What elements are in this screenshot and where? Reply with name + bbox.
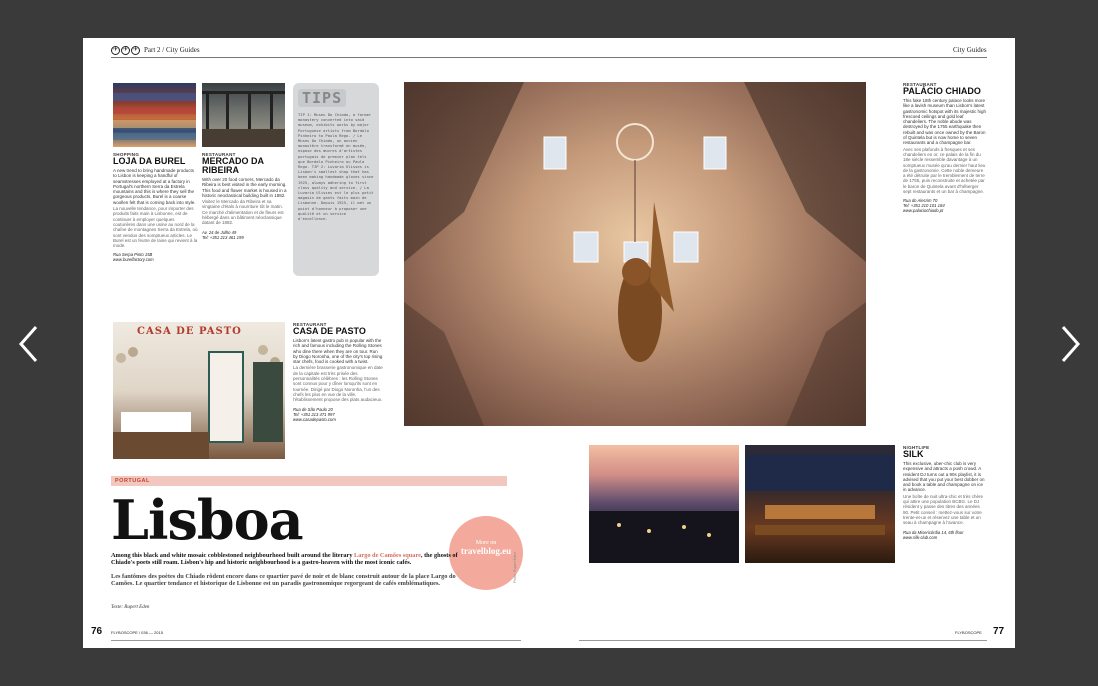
silk-title: SILK	[903, 449, 924, 459]
mercado-article	[202, 152, 287, 240]
right-page	[549, 38, 1015, 648]
header-rule-right	[549, 57, 987, 58]
casa-address: Rua de São Paulo 20 Tel: +351 213 471 997 www.casadepasto.com	[293, 406, 336, 422]
intro-en	[111, 552, 461, 566]
loja-photo	[113, 83, 196, 147]
chevron-right-icon	[1059, 325, 1081, 363]
tips-box	[293, 83, 379, 276]
page-header-right: City Guides	[953, 46, 987, 54]
palacio-category: RESTAURANT	[903, 82, 937, 87]
loja-category: SHOPPING	[113, 152, 140, 157]
casa-category: RESTAURANT	[293, 322, 327, 327]
photo-credit: Photo: Rupert Eden	[513, 552, 517, 583]
casa-photo	[113, 322, 285, 459]
casa-article	[293, 322, 383, 422]
mercado-title: MERCADO DA RIBEIRA	[202, 156, 264, 175]
footer-rule-right	[579, 640, 987, 641]
casa-title: CASA DE PASTO	[293, 326, 366, 336]
loja-body-fr: La nouvelle tendance, pour importer des produits faits main à Lisbonne, est de continuer à employer quelques couturières dans une usine au nord de la chaîne de montagnes Serra da Estrela, où sont vendus des somptueux articles. Le Burel est un feutre de laine qui revient à la mode.	[113, 206, 198, 249]
casa-body: Lisbon's latest gastro pub is popular with the rich and famous including the Rolling Stones who dine there when they are on tour. Run by Diogo Noronha, one of the city's top rising star chefs, food is cooked with a twist.	[293, 338, 383, 365]
loja-body: A new trend to bring handmade products to Lisbon is keeping a handful of seamstresses employed at a factory in Portugal's northern Serra da Estrela mountains and this is where they sell the gorgeous products. Burel is a coarse woollen felt that is coming back into style.	[113, 168, 196, 205]
page-number-left: 76	[91, 626, 103, 637]
header-text: Part 2 / City Guides	[144, 46, 200, 55]
casa-body-fr: La dernière brasserie gastronomique en date de la capitale est très prisée des personnalités célèbres : les Rolling Stones sont connus pour y dîner lorsqu'ils sont en tournée. Dirigé par Diogo Noronha, l'un des chefs les plus en vue de la ville, l'établissement propose des plats audacieux.	[293, 365, 383, 403]
palacio-body-fr: Avec ses plafonds à fresques et ses chandeliers en or, ce palais de la fin du 18e siècle ressemble davantage à un somptueux musée qu'au dernier haut lieu de la gastronomie. Cette noble demeure a été détruite par le tremblement de terre de 1755, puis reconstruite et achetée par le baron de Quintela avant d'héberger sept restaurants et un bar à champagne.	[903, 146, 986, 195]
palacio-title: PALÁCIO CHIADO	[903, 86, 981, 96]
palacio-address: Rua do Alecrim 70 Tel: +351 210 101 184 www.palaciochiado.pt	[903, 198, 945, 214]
footer-rule	[111, 640, 521, 641]
header-rule	[111, 57, 549, 58]
country-bar: PORTUGAL	[111, 476, 507, 486]
page-header	[111, 46, 200, 55]
chevron-left-icon	[18, 325, 40, 363]
text-credit: Texte: Rupert Eden	[111, 605, 150, 610]
mercado-category: RESTAURANT	[202, 152, 236, 157]
palacio-body: This fake 18th century palace looks more like a lavish museum than Lisbon's latest gastronomic hotspot with its majestic high frescoed ceilings and gold leaf chandeliers. The noble abode was destroyed by the 1755 earthquake then rebuilt and was once owned by the Baron of Quintela but is now home to seven restaurants and a champagne bar.	[903, 98, 987, 146]
intro-part-a: Among this black and white mosaic cobblestoned neighbourhood built around the literary	[111, 552, 355, 559]
city-title: Lisboa	[111, 488, 303, 552]
folio-left: FLYBOSCOPE / 036 — 2015	[111, 630, 163, 635]
silk-interior-photo	[745, 445, 895, 563]
palacio-ceiling-photo	[404, 82, 866, 426]
casa-sign: CASA DE PASTO	[137, 326, 242, 337]
loja-title: LOJA DA BUREL	[113, 156, 186, 166]
loja-address: Rua Serpa Pinto 15B www.burelfactory.com	[113, 252, 154, 263]
silk-article	[903, 445, 987, 540]
stamp-line1: More on	[475, 540, 497, 546]
mercado-body: With over 20 food corners, Mercado da Ribeira is best visited in the early morning. This food and flower market is housed in a historic neoclassical building built in 1882.	[202, 177, 287, 198]
stamp-line2: travelblog.eu	[460, 546, 512, 556]
intro-part-b: , the ghosts of Chiado's poets still roam. Lisbon's hip and historic neighbourhood is a gastro-heaven with the most iconic cafés.	[111, 552, 458, 566]
intro-highlight: Largo de Camões square	[354, 552, 421, 559]
folio-right: FLYBOSCOPE	[955, 630, 982, 635]
terrace-image	[589, 445, 739, 563]
silk-terrace-photo	[589, 445, 739, 563]
mercado-photo	[202, 83, 285, 147]
tips-body: TIP 1: Museu Do Chiado, a former monastery converted into said museum, exhibits works by major Portuguese artists from Bordalo Pinheiro to Paula Rego. / Le Museu Do Chiado, un ancien monastère transformé en musée, expose des œuvres d'artistes portugais de premier plan tels que Bordalo Pinheiro ou Paula Rego. TIP 2: Luvaria Ulisses is Lisbon's smallest shop that has been making handmade gloves since 1925, always adhering to first class quality and service. / La Luvaria Ulisses est le plus petit magasin de gants faits main de Lisbonne. Depuis 1925, il met un point d'honneur à proposer une qualité et un service d'excellence.	[298, 112, 374, 222]
market-hall-image	[202, 83, 285, 147]
plane-icons: ✈ ✈ ✈	[112, 47, 139, 53]
bar-interior-image	[745, 445, 895, 563]
silk-body: This exclusive, uber-chic club is very expensive and attracts a posh crowd. A resident DJ turns out a 90s playlist, it is advised that you put your best dobber on and book a table and champagne on ice in advance.	[903, 461, 985, 493]
next-page-button[interactable]	[1053, 322, 1087, 366]
silk-body-fr: Une boîte de nuit ultra-chic et très chère qui attire une population BCBG. Le DJ résident y passe des titres des années 90. Petit conseil : mettez-vous sur votre trente-et-un et réservez une table et un seau à champagne à l'avance.	[903, 493, 984, 526]
magazine-spread	[83, 38, 1015, 648]
palacio-article	[903, 82, 987, 213]
loja-article	[113, 152, 198, 262]
previous-page-button[interactable]	[12, 322, 46, 366]
silk-address: Rua da Misericórdia 14, 6th floor www.silk-club.com	[903, 529, 964, 540]
mercado-address: Av. 24 de Julho 49 Tel: +351 213 461 199	[202, 229, 244, 240]
silk-category: NIGHTLIFE	[903, 445, 930, 450]
mercado-body-fr: Visitez le Mercado da Ribeira et sa vingtaine d'étals à nourriture tôt le matin. Ce marché d'alimentation et de fleurs est hébergé dans un bâtiment néoclassique datant de 1882.	[202, 199, 284, 226]
tips-title: TIPS	[298, 89, 346, 107]
dining-room-image	[113, 322, 285, 459]
fabric-rolls-image	[113, 83, 196, 147]
ceiling-lion-image	[404, 82, 866, 426]
intro-fr: Les fantômes des poètes du Chiado rôdent encore dans ce quartier pavé de noir et de blanc construit autour de la place Largo do Camões. Le quartier tendance et historique de Lisbonne est un paradis gastronomique regorgeant de cafés emblématiques.	[111, 573, 456, 587]
page-number-right: 77	[993, 626, 1005, 637]
